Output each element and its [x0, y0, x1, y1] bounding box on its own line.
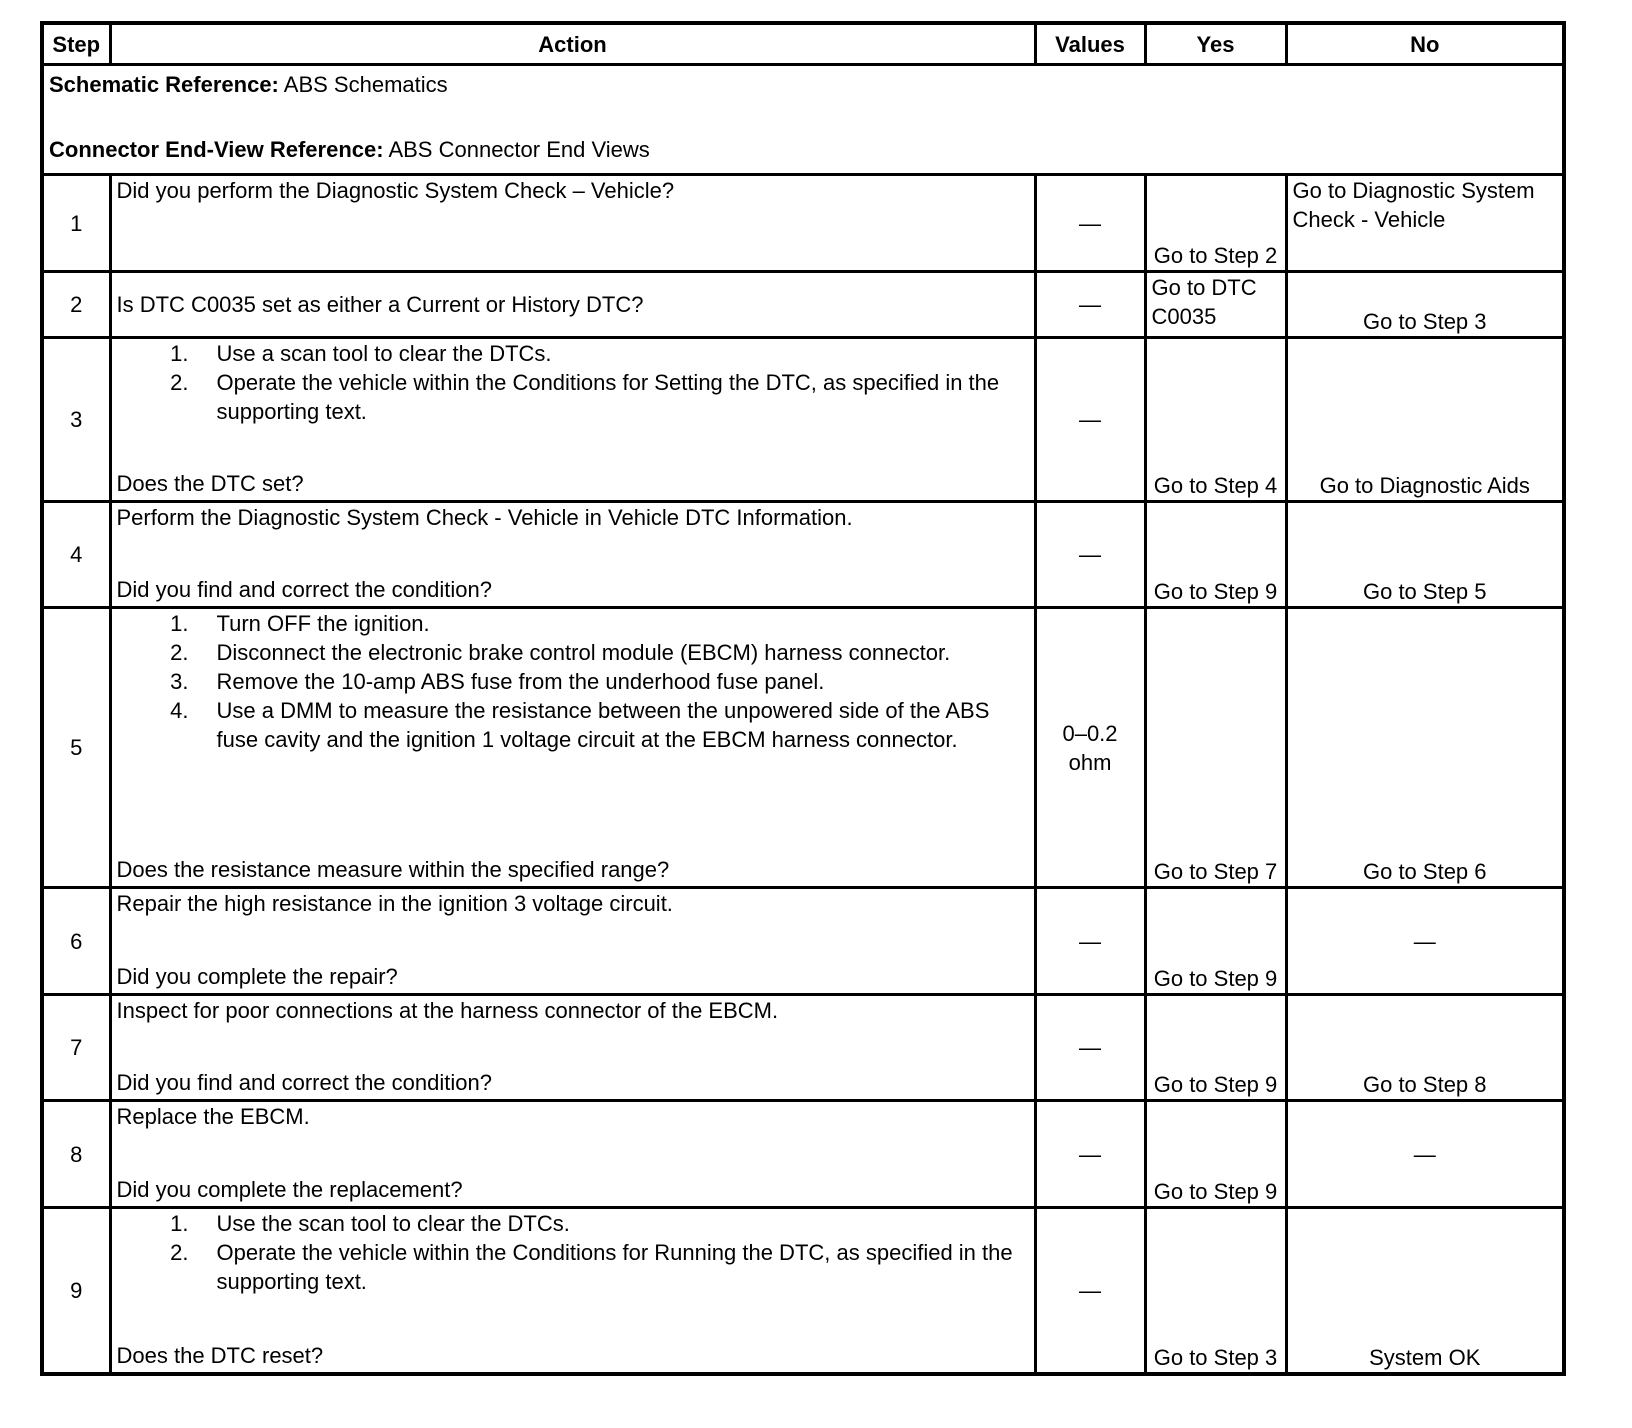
- values-cell: —: [1035, 338, 1145, 502]
- yes-action-link[interactable]: Go to Step 7: [1145, 608, 1286, 888]
- action-cell: [110, 338, 1035, 502]
- action-cell: [110, 272, 1035, 338]
- no-action-link[interactable]: Go to Step 3: [1286, 272, 1564, 338]
- list-number: 4.: [170, 698, 189, 723]
- table-row: [42, 502, 1564, 608]
- step-number: 5: [42, 608, 110, 888]
- step-number: 6: [42, 888, 110, 995]
- reference-row: [42, 65, 1564, 175]
- header-action: Action: [110, 23, 1035, 65]
- action-cell: [110, 1101, 1035, 1208]
- table-row: [42, 1208, 1564, 1375]
- list-number: 2.: [170, 370, 189, 395]
- yes-action-link[interactable]: Go to Step 4: [1145, 338, 1286, 502]
- list-item: 1. Turn OFF the ignition.: [117, 609, 1029, 638]
- action-question: Did you find and correct the condition?: [116, 1070, 492, 1095]
- list-item: 2. Operate the vehicle within the Conditions for Running the DTC, as specified in the supporting text.: [117, 1238, 1029, 1296]
- list-number: 3.: [170, 669, 189, 694]
- table-row: [42, 888, 1564, 995]
- values-cell: —: [1035, 175, 1145, 272]
- table-row: [42, 175, 1564, 272]
- no-action-link[interactable]: —: [1286, 1101, 1564, 1208]
- action-question: Does the DTC reset?: [116, 1343, 324, 1368]
- action-cell: [110, 1208, 1035, 1375]
- list-item: 1. Use the scan tool to clear the DTCs.: [117, 1209, 1029, 1238]
- list-number: 1.: [170, 611, 189, 636]
- values-cell: —: [1035, 502, 1145, 608]
- no-action-link[interactable]: Go to Step 6: [1286, 608, 1564, 888]
- no-action-link[interactable]: Go to Step 8: [1286, 995, 1564, 1101]
- step-number: 1: [42, 175, 110, 272]
- yes-action-link[interactable]: Go to Step 9: [1145, 995, 1286, 1101]
- no-action-link[interactable]: Go to Diagnostic Aids: [1286, 338, 1564, 502]
- step-number: 7: [42, 995, 110, 1101]
- list-item: 1. Use a scan tool to clear the DTCs.: [117, 339, 1029, 368]
- action-question: Does the resistance measure within the specified range?: [116, 857, 670, 882]
- values-cell: 0–0.2 ohm: [1035, 608, 1145, 888]
- step-list: [117, 339, 1029, 426]
- table-row: [42, 608, 1564, 888]
- action-cell: [110, 995, 1035, 1101]
- action-text: Is DTC C0035 set as either a Current or History DTC?: [116, 292, 644, 317]
- list-number: 2.: [170, 640, 189, 665]
- values-cell: —: [1035, 272, 1145, 338]
- table-row: [42, 995, 1564, 1101]
- no-action-link[interactable]: System OK: [1286, 1208, 1564, 1375]
- action-question: Did you complete the replacement?: [116, 1177, 463, 1202]
- header-values: Values: [1035, 23, 1145, 65]
- list-item: 2. Disconnect the electronic brake control module (EBCM) harness connector.: [117, 638, 1029, 667]
- table-row: [42, 272, 1564, 338]
- action-cell: [110, 502, 1035, 608]
- values-cell: —: [1035, 1208, 1145, 1375]
- yes-action-link[interactable]: Go to Step 3: [1145, 1208, 1286, 1375]
- step-number: 8: [42, 1101, 110, 1208]
- action-question: Did you complete the repair?: [116, 964, 398, 989]
- yes-action-link[interactable]: Go to Step 2: [1145, 175, 1286, 272]
- no-action-link[interactable]: —: [1286, 888, 1564, 995]
- table-row: [42, 338, 1564, 502]
- table-row: [42, 1101, 1564, 1208]
- values-cell: —: [1035, 888, 1145, 995]
- yes-action-link[interactable]: Go to Step 9: [1145, 888, 1286, 995]
- action-cell: [110, 608, 1035, 888]
- action-text: Repair the high resistance in the ignition 3 voltage circuit.: [116, 891, 673, 916]
- action-question: Does the DTC set?: [116, 471, 304, 496]
- list-item: 3. Remove the 10-amp ABS fuse from the underhood fuse panel.: [117, 667, 1029, 696]
- connector-reference: Connector End-View Reference: ABS Connector End Views: [49, 137, 650, 162]
- schematic-reference: Schematic Reference: ABS Schematics: [49, 72, 448, 97]
- step-number: 2: [42, 272, 110, 338]
- action-cell: [110, 175, 1035, 272]
- list-number: 2.: [170, 1240, 189, 1265]
- step-list: [117, 609, 1029, 754]
- yes-action-link[interactable]: Go to Step 9: [1145, 1101, 1286, 1208]
- action-cell: [110, 888, 1035, 995]
- header-no: No: [1286, 23, 1564, 65]
- yes-action-link[interactable]: Go to DTC C0035: [1145, 272, 1286, 338]
- values-cell: —: [1035, 1101, 1145, 1208]
- action-text: Replace the EBCM.: [116, 1104, 310, 1129]
- header-row: [42, 23, 1564, 65]
- action-text: Inspect for poor connections at the harness connector of the EBCM.: [116, 998, 779, 1023]
- list-number: 1.: [170, 341, 189, 366]
- header-yes: Yes: [1145, 23, 1286, 65]
- no-action-link[interactable]: Go to Diagnostic System Check - Vehicle: [1286, 175, 1564, 272]
- header-step: Step: [42, 23, 110, 65]
- action-text: Did you perform the Diagnostic System Check – Vehicle?: [116, 178, 675, 203]
- step-list: [117, 1209, 1029, 1296]
- action-text: Perform the Diagnostic System Check - Vehicle in Vehicle DTC Information.: [116, 505, 853, 530]
- diagnostic-table: [40, 21, 1566, 1376]
- step-number: 9: [42, 1208, 110, 1375]
- values-cell: —: [1035, 995, 1145, 1101]
- action-question: Did you find and correct the condition?: [116, 577, 492, 602]
- list-item: 4. Use a DMM to measure the resistance between the unpowered side of the ABS fuse cavity and the ignition 1 voltage circuit at the EBCM harness connector.: [117, 696, 1029, 754]
- yes-action-link[interactable]: Go to Step 9: [1145, 502, 1286, 608]
- step-number: 4: [42, 502, 110, 608]
- list-number: 1.: [170, 1211, 189, 1236]
- no-action-link[interactable]: Go to Step 5: [1286, 502, 1564, 608]
- list-item: 2. Operate the vehicle within the Conditions for Setting the DTC, as specified in the supporting text.: [117, 368, 1029, 426]
- step-number: 3: [42, 338, 110, 502]
